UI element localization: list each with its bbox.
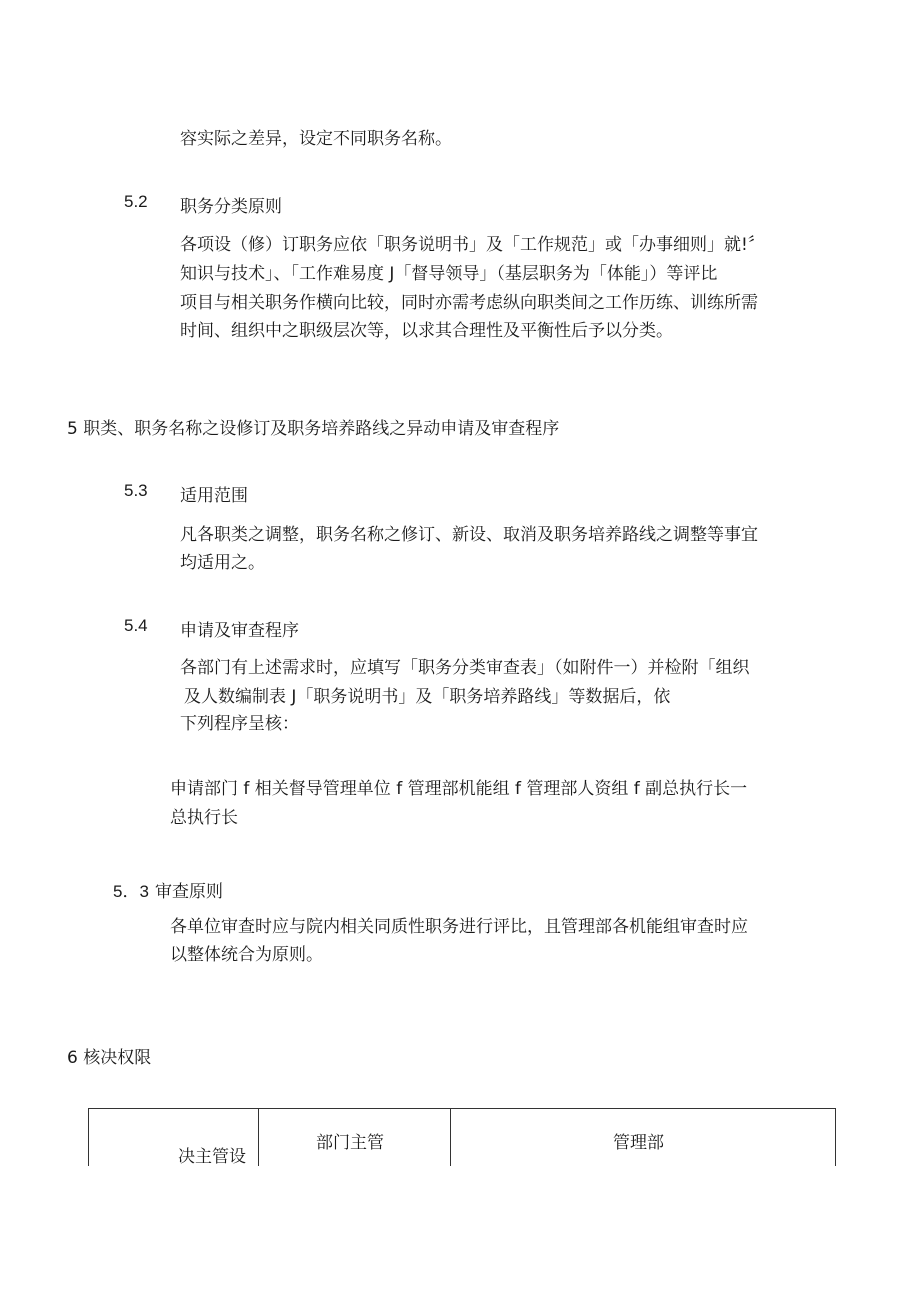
section-number: 5.4 xyxy=(124,616,148,635)
section-heading: 6 核决权限 xyxy=(67,1048,152,1068)
table-header-cell: 部门主管 xyxy=(316,1133,384,1153)
section-number: 5.3 xyxy=(124,481,148,500)
table-border xyxy=(258,1108,259,1166)
section-heading: 5 职类、职务名称之设修订及职务培养路线之异动申请及审查程序 xyxy=(67,419,560,439)
table-border xyxy=(88,1108,89,1166)
section-title: 职务分类原则 xyxy=(180,197,282,217)
section-title: 申请及审查程序 xyxy=(180,621,299,641)
section-title: 审查原则 xyxy=(155,882,223,902)
approval-flow: 总执行长 xyxy=(170,808,238,828)
paragraph-line: 下列程序呈核： xyxy=(180,714,299,734)
paragraph-line: 时间、组织中之职级层次等，以求其合理性及平衡性后予以分类。 xyxy=(180,321,673,341)
section-number: 5．3 xyxy=(113,882,149,901)
paragraph-line: 知识与技术」、「工作难易度 J「督导领导」（基层职务为「体能」）等评比 xyxy=(180,264,718,284)
table-top-border xyxy=(88,1108,836,1109)
paragraph-tail: 容实际之差异，设定不同职务名称。 xyxy=(180,129,452,149)
table-border xyxy=(835,1108,836,1166)
table-border xyxy=(450,1108,451,1166)
approval-flow: 申请部门 f 相关督导管理单位 f 管理部机能组 f 管理部人资组 f 副总执行长一 xyxy=(170,779,748,799)
paragraph-line: 均适用之。 xyxy=(180,553,265,573)
section-title: 适用范围 xyxy=(180,486,248,506)
paragraph-line: 凡各职类之调整，职务名称之修订、新设、取消及职务培养路线之调整等事宜 xyxy=(180,525,758,545)
table-header-cell: 决主管设 xyxy=(178,1147,246,1167)
paragraph-line: 及人数编制表 J「职务说明书」及「职务培养路线」等数据后，依 xyxy=(184,687,671,707)
paragraph-line: 各项设（修）订职务应依「职务说明书」及「工作规范」或「办事细则」就!〞 xyxy=(180,235,765,255)
table-header-cell: 管理部 xyxy=(613,1133,664,1153)
paragraph-line: 各部门有上述需求时，应填写「职务分类审查表」（如附件一）并检附「组织 xyxy=(180,658,750,678)
section-number: 5.2 xyxy=(124,192,148,211)
paragraph-line: 各单位审查时应与院内相关同质性职务进行评比，且管理部各机能组审查时应 xyxy=(170,917,748,937)
paragraph-line: 以整体统合为原则。 xyxy=(170,945,323,965)
paragraph-line: 项目与相关职务作横向比较，同时亦需考虑纵向职类间之工作历练、训练所需 xyxy=(180,293,758,313)
